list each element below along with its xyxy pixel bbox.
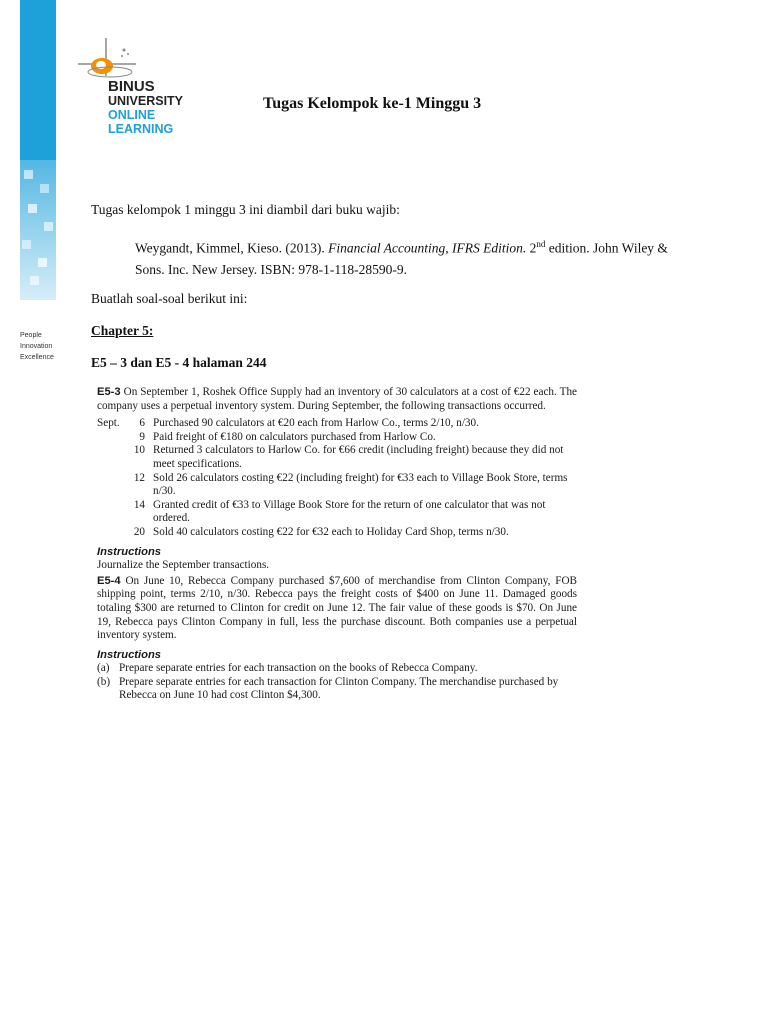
list-item <box>97 444 577 471</box>
binus-logo <box>76 36 196 146</box>
exercise-code: E5-4 <box>97 574 121 587</box>
list-item <box>97 499 577 526</box>
intro-paragraph: Tugas kelompok 1 minggu 3 ini diambil dari buku wajib: <box>91 202 400 217</box>
instruction-paragraph: Buatlah soal-soal berikut ini: <box>91 291 248 306</box>
tagline-line: Innovation <box>20 343 53 350</box>
exercises-heading: E5 – 3 dan E5 - 4 halaman 244 <box>91 355 267 370</box>
list-item <box>97 526 577 540</box>
transaction-day: 6 <box>139 417 145 430</box>
exercise-code: E5-3 <box>97 386 121 398</box>
chapter-heading: Chapter 5: <box>91 323 154 338</box>
tagline-line: Excellence <box>20 354 54 361</box>
logo-line: UNIVERSITY <box>108 94 184 108</box>
transaction-text: Purchased 90 calculators at €20 each from Harlow Co., terms 2/10, n/30. <box>153 417 479 430</box>
textbook-excerpt <box>97 386 577 703</box>
transaction-text: Paid freight of €180 on calculators purchased from Harlow Co. <box>153 430 436 443</box>
transaction-day: 20 <box>133 525 145 538</box>
reference-authors: Weygandt, Kimmel, Kieso. (2013). <box>135 240 325 256</box>
tagline <box>20 330 54 363</box>
item-key: (a) <box>97 662 110 675</box>
logo-line: ONLINE <box>108 108 156 122</box>
exercise-e5-4-intro <box>97 575 577 643</box>
item-text: Prepare separate entries for each transaction for Clinton Company. The merchandise purchased by Rebecca on June 10 had cost Clinton $4,300. <box>119 675 559 702</box>
item-key: (b) <box>97 675 111 688</box>
list-item <box>97 431 577 445</box>
list-item <box>97 417 577 431</box>
transaction-list <box>97 417 577 539</box>
transaction-month: Sept. <box>97 417 120 430</box>
logo-line: BINUS <box>108 78 155 95</box>
logo-wordmark <box>108 80 183 136</box>
transaction-text: Returned 3 calculators to Harlow Co. for €66 credit (including freight) because they did not meet specifications. <box>153 444 564 470</box>
transaction-day: 14 <box>133 498 145 511</box>
transaction-day: 12 <box>133 471 145 484</box>
list-item <box>97 662 577 676</box>
list-item <box>97 676 577 703</box>
transaction-text: Sold 26 calculators costing €22 (including freight) for €33 each to Village Book Store, terms n/30. <box>153 471 568 498</box>
reference-edition: 2 <box>529 240 537 256</box>
transaction-text: Granted credit of €33 to Village Book Store for the return of one calculator that was not ordered. <box>153 498 546 525</box>
reference-rest: edition. John Wiley & Sons. Inc. New Jersey. ISBN: 978-1-118-28590-9. <box>135 240 668 277</box>
item-text: Prepare separate entries for each transaction on the books of Rebecca Company. <box>119 662 478 675</box>
instructions-text: Journalize the September transactions. <box>97 559 270 572</box>
tagline-line: People <box>20 332 42 339</box>
exercise-text: On September 1, Roshek Office Supply had an inventory of 30 calculators at a cost of €22 each. The company uses a perpetual inventory system. During September, the following transactions occurred. <box>97 386 577 412</box>
document-title: Tugas Kelompok ke-1 Minggu 3 <box>263 95 482 112</box>
logo-line: LEARNING <box>108 122 174 136</box>
reference-edition-suffix: nd <box>536 239 546 249</box>
instructions-label: Instructions <box>97 648 162 661</box>
book-reference <box>135 234 695 280</box>
reference-book-title: Financial Accounting, IFRS Edition. <box>328 240 527 256</box>
transaction-day: 10 <box>133 444 145 457</box>
transaction-text: Sold 40 calculators costing €22 for €32 each to Holiday Card Shop, terms n/30. <box>153 525 509 538</box>
exercise-text: On June 10, Rebecca Company purchased $7,600 of merchandise from Clinton Company, FOB shipping point, terms 2/10, n/30. Rebecca pays the freight costs of $400 on June 11. Damaged goods totaling $300 are returned to Clinton for credit on June 12. The fair value of these goods is $70. On June 19, Rebecca pays Clinton Company in full, less the purchase discount. Both companies use a perpetual inventory system. <box>97 574 577 642</box>
list-item <box>97 472 577 499</box>
transaction-day: 9 <box>139 430 145 443</box>
decorative-stripe <box>20 0 56 300</box>
exercise-e5-3-intro <box>97 386 577 413</box>
instructions-label: Instructions <box>97 545 162 558</box>
